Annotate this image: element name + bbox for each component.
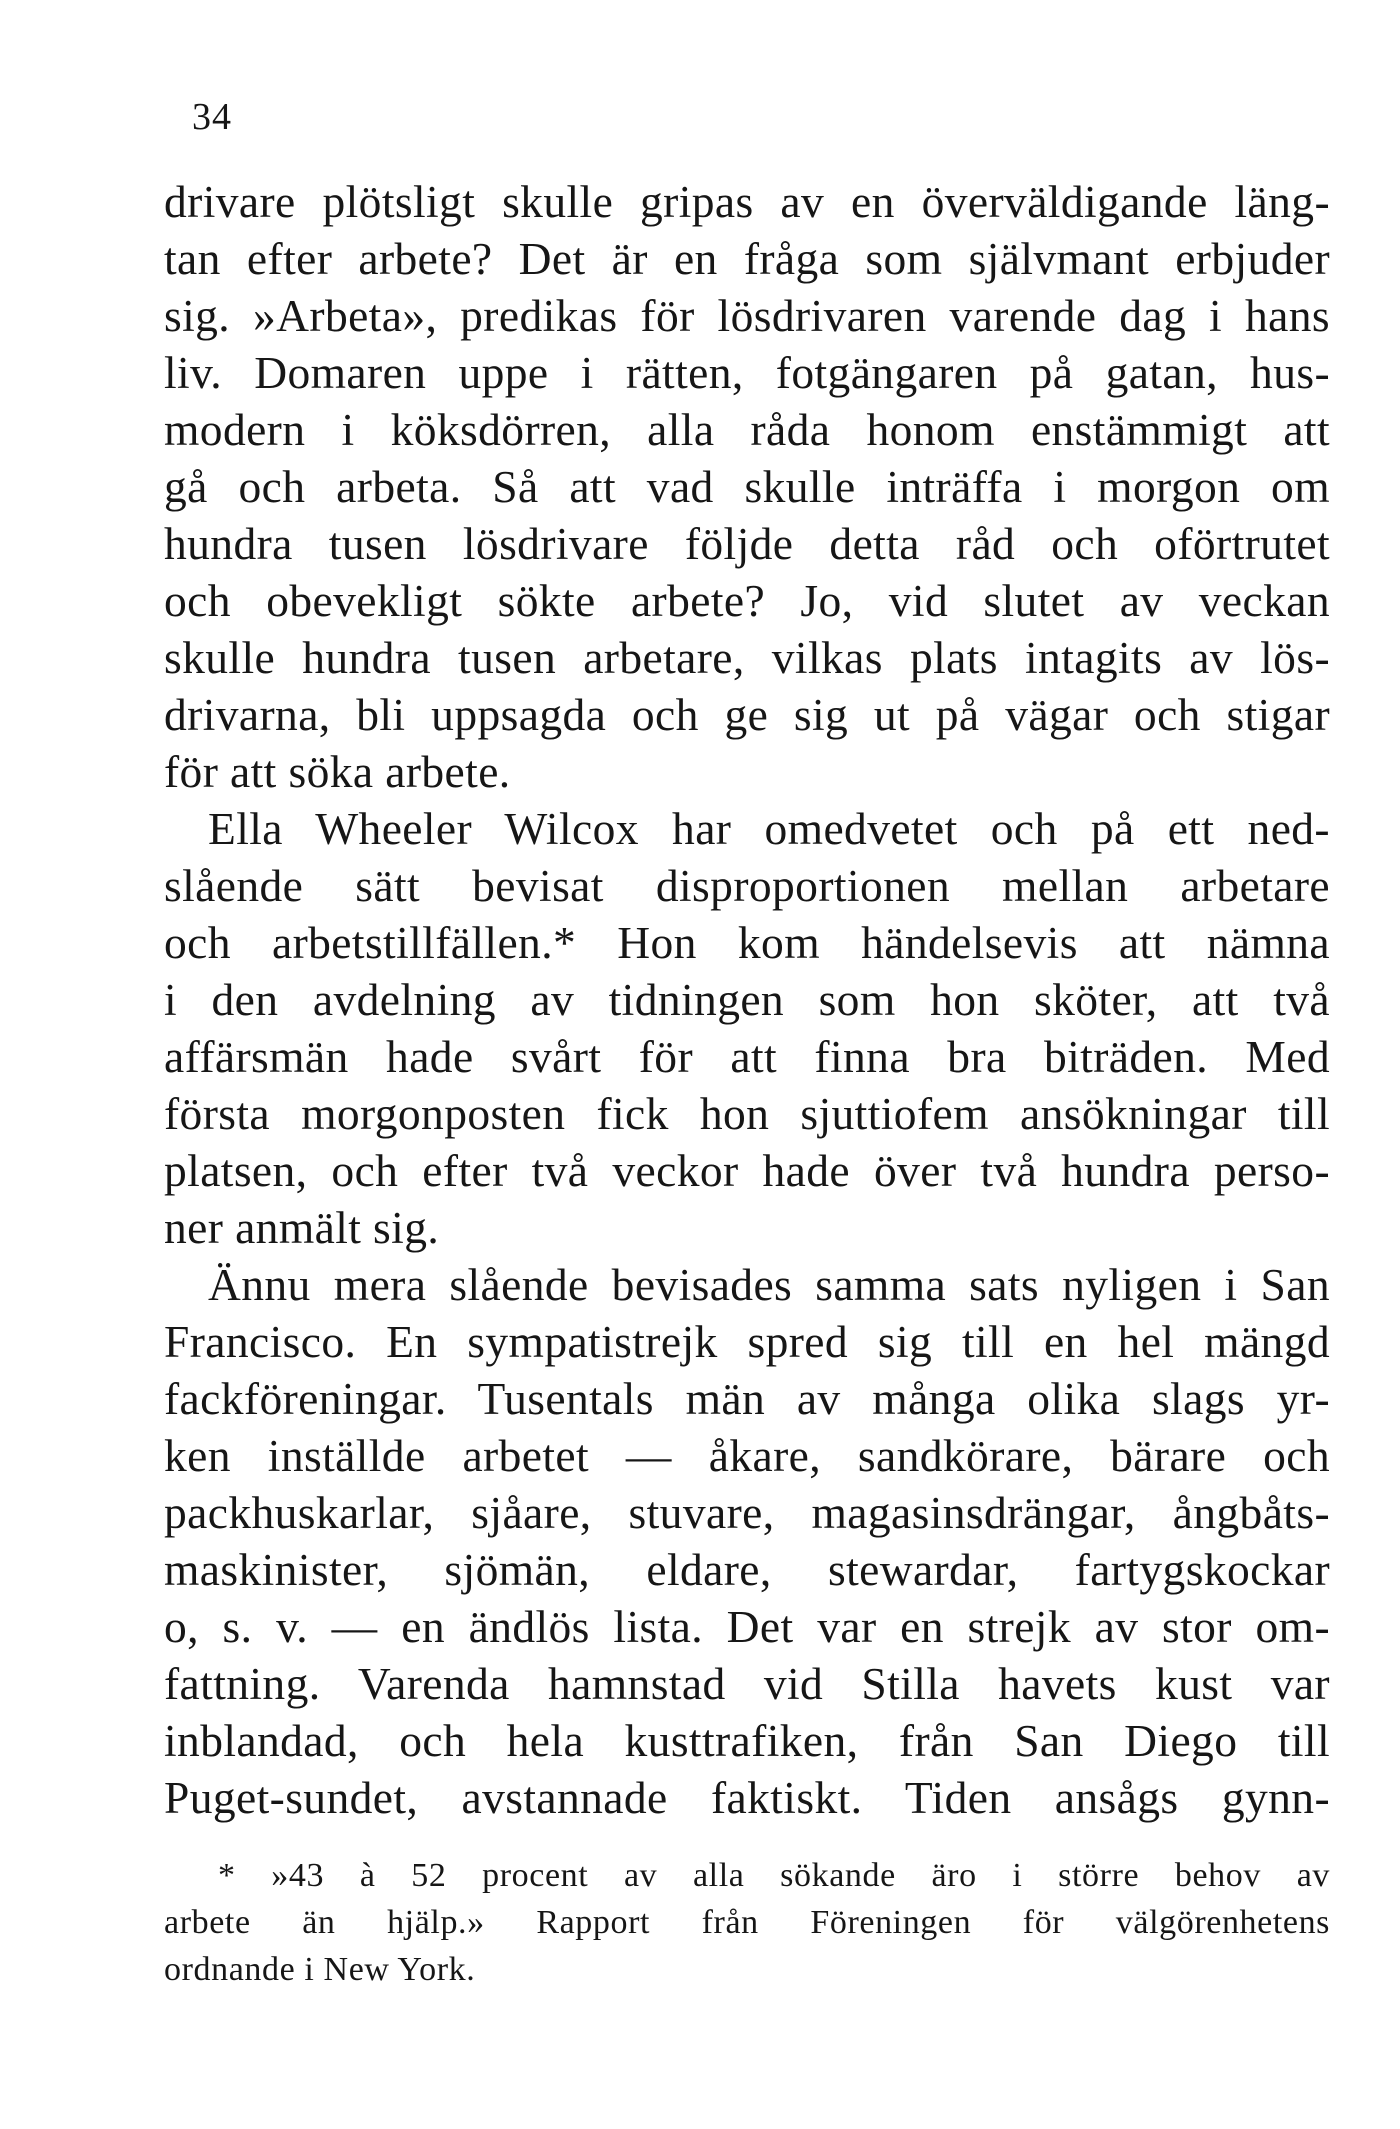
text-line: fackföreningar. Tusentals män av många olika slags yr- bbox=[164, 1373, 1330, 1424]
text-line: gå och arbeta. Så att vad skulle inträffa i morgon om bbox=[164, 461, 1330, 512]
text-line: drivare plötsligt skulle gripas av en överväldigande läng- bbox=[164, 176, 1330, 227]
text-line: Ännu mera slående bevisades samma sats nyligen i San bbox=[208, 1259, 1330, 1310]
footnote-line: arbete än hjälp.» Rapport från Föreningen för välgörenhetens bbox=[164, 1904, 1330, 1941]
text-line: Puget-sundet, avstannade faktiskt. Tiden ansågs gynn- bbox=[164, 1772, 1330, 1823]
footnote-line: * »43 à 52 procent av alla sökande äro i större behov av bbox=[218, 1857, 1330, 1894]
text-line: Francisco. En sympatistrejk spred sig till en hel mängd bbox=[164, 1316, 1330, 1367]
text-line: skulle hundra tusen arbetare, vilkas plats intagits av lös- bbox=[164, 632, 1330, 683]
text-line: och arbetstillfällen.* Hon kom händelsevis att nämna bbox=[164, 917, 1330, 968]
page-number: 34 bbox=[192, 96, 232, 138]
text-line: platsen, och efter två veckor hade över två hundra perso- bbox=[164, 1145, 1330, 1196]
text-line: drivarna, bli uppsagda och ge sig ut på vägar och stigar bbox=[164, 689, 1330, 740]
text-line: modern i köksdörren, alla råda honom enstämmigt att bbox=[164, 404, 1330, 455]
footnote bbox=[164, 1852, 1330, 1993]
text-line: inblandad, och hela kusttrafiken, från San Diego till bbox=[164, 1715, 1330, 1766]
text-line: första morgonposten fick hon sjuttiofem ansökningar till bbox=[164, 1088, 1330, 1139]
text-line: affärsmän hade svårt för att finna bra biträden. Med bbox=[164, 1031, 1330, 1082]
text-line: Ella Wheeler Wilcox har omedvetet och på ett ned- bbox=[208, 803, 1330, 854]
text-line: liv. Domaren uppe i rätten, fotgängaren på gatan, hus- bbox=[164, 347, 1330, 398]
text-line: slående sätt bevisat disproportionen mellan arbetare bbox=[164, 860, 1330, 911]
text-line: för att söka arbete. bbox=[164, 746, 511, 797]
body-text bbox=[164, 173, 1330, 1826]
text-line: o, s. v. — en ändlös lista. Det var en strejk av stor om- bbox=[164, 1601, 1330, 1652]
text-line: ner anmält sig. bbox=[164, 1202, 440, 1253]
text-line: i den avdelning av tidningen som hon sköter, att två bbox=[164, 974, 1330, 1025]
text-line: sig. »Arbeta», predikas för lösdrivaren varende dag i hans bbox=[164, 290, 1330, 341]
text-line: hundra tusen lösdrivare följde detta råd och oförtrutet bbox=[164, 518, 1330, 569]
text-line: fattning. Varenda hamnstad vid Stilla havets kust var bbox=[164, 1658, 1330, 1709]
text-line: packhuskarlar, sjåare, stuvare, magasinsdrängar, ångbåts- bbox=[164, 1487, 1330, 1538]
text-line: maskinister, sjömän, eldare, stewardar, fartygskockar bbox=[164, 1544, 1330, 1595]
text-line: tan efter arbete? Det är en fråga som självmant erbjuder bbox=[164, 233, 1330, 284]
footnote-line: ordnande i New York. bbox=[164, 1951, 476, 1988]
text-line: och obevekligt sökte arbete? Jo, vid slutet av veckan bbox=[164, 575, 1330, 626]
text-line: ken inställde arbetet — åkare, sandkörare, bärare och bbox=[164, 1430, 1330, 1481]
